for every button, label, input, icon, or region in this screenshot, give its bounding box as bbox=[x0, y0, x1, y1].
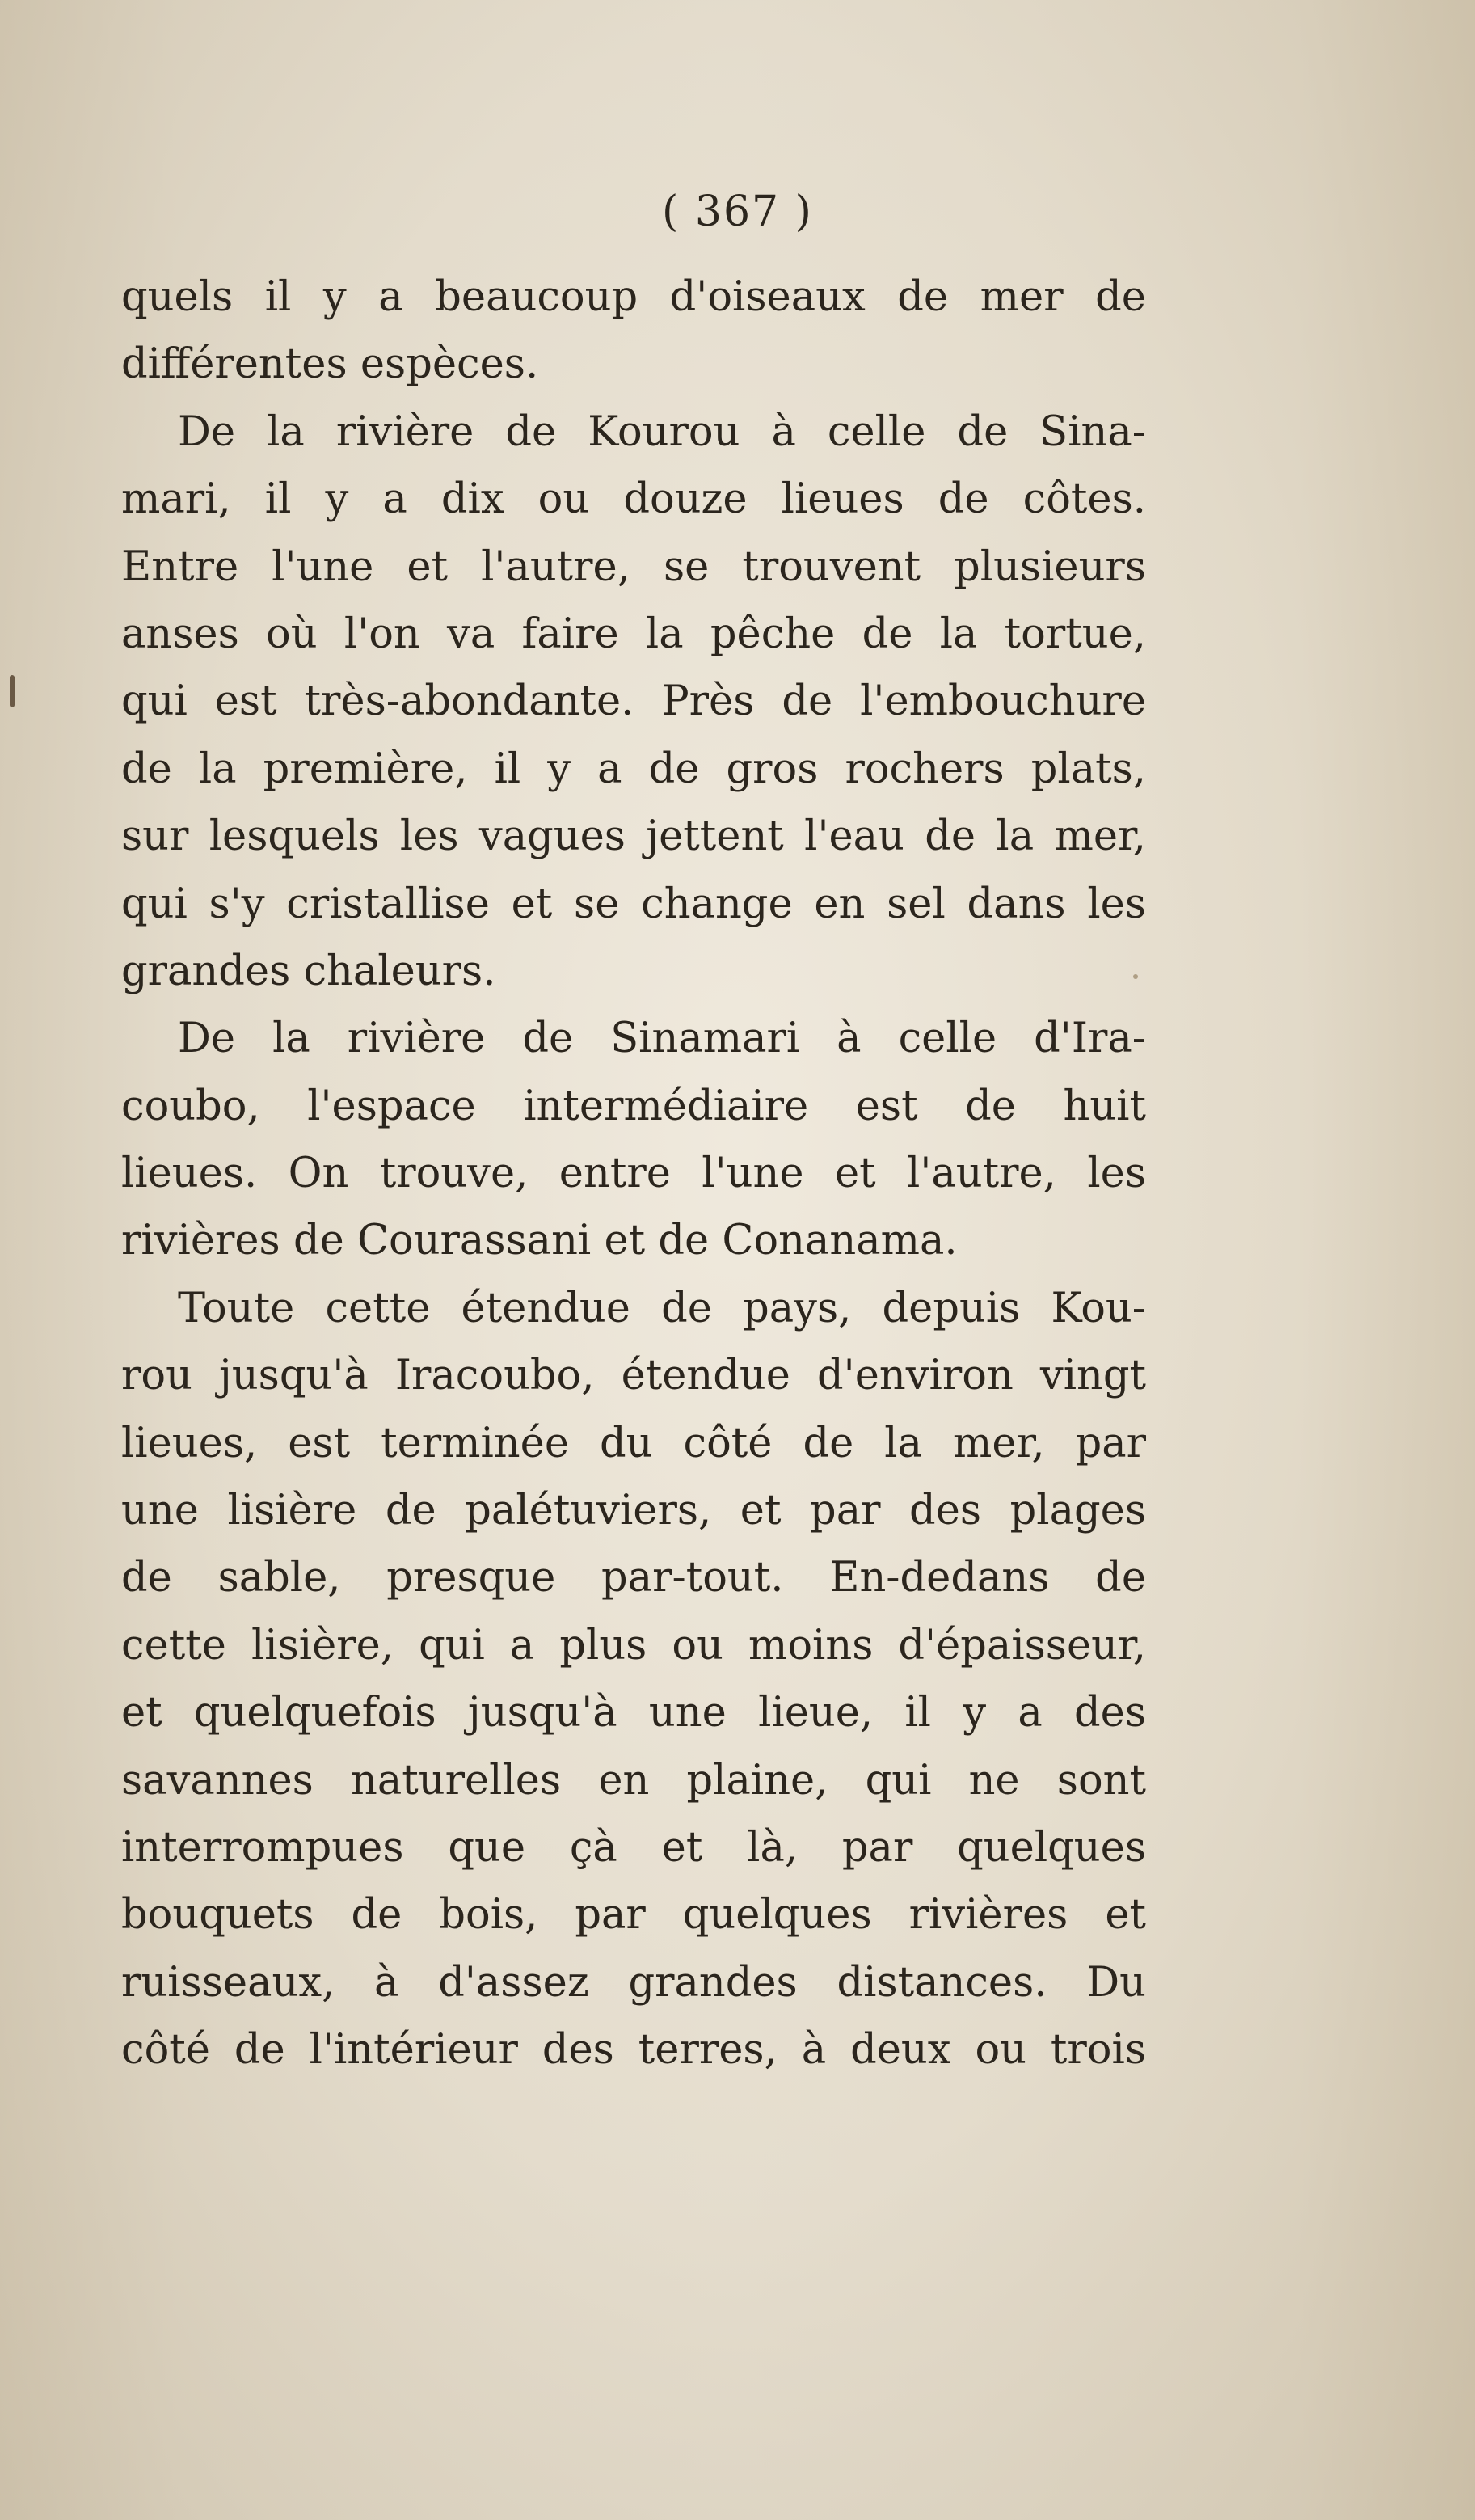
text-line: quels il y a beaucoup d'oiseaux de mer de bbox=[121, 273, 1146, 321]
text-line: de la première, il y a de gros rochers plats, bbox=[121, 745, 1146, 793]
text-line: Toute cette étendue de pays, depuis Kou- bbox=[178, 1284, 1146, 1332]
body-text bbox=[121, 264, 1146, 2084]
text-line: une lisière de palétuviers, et par des plages bbox=[121, 1487, 1146, 1535]
text-line: différentes espèces. bbox=[121, 340, 539, 389]
text-line: De la rivière de Kourou à celle de Sina- bbox=[178, 407, 1146, 456]
paper-blemish bbox=[1133, 974, 1138, 979]
text-line: coubo, l'espace intermédiaire est de huit bbox=[121, 1082, 1146, 1130]
text-line: côté de l'intérieur des terres, à deux ou trois bbox=[121, 2026, 1146, 2075]
text-line: sur lesquels les vagues jettent l'eau de la mer, bbox=[121, 813, 1146, 861]
text-line: ruisseaux, à d'assez grandes distances. Du bbox=[121, 1958, 1146, 2007]
text-line: savannes naturelles en plaine, qui ne sont bbox=[121, 1756, 1146, 1805]
text-line: et quelquefois jusqu'à une lieue, il y a des bbox=[121, 1689, 1146, 1737]
text-line: grandes chaleurs. bbox=[121, 947, 496, 995]
text-line: lieues. On trouve, entre l'une et l'autre, les bbox=[121, 1150, 1146, 1198]
text-line: rou jusqu'à Iracoubo, étendue d'environ vingt bbox=[121, 1352, 1146, 1400]
text-line: Entre l'une et l'autre, se trouvent plusieurs bbox=[121, 542, 1146, 591]
text-line: interrompues que çà et là, par quelques bbox=[121, 1823, 1146, 1872]
text-line: anses où l'on va faire la pêche de la tortue, bbox=[121, 610, 1146, 658]
text-line: qui s'y cristallise et se change en sel dans les bbox=[121, 880, 1146, 928]
text-line: qui est très-abondante. Près de l'embouchure bbox=[121, 677, 1146, 726]
text-line: bouquets de bois, par quelques rivières et bbox=[121, 1891, 1146, 1940]
text-line: cette lisière, qui a plus ou moins d'épaisseur, bbox=[121, 1621, 1146, 1669]
page-number: ( 367 ) bbox=[662, 188, 813, 236]
text-line: lieues, est terminée du côté de la mer, par bbox=[121, 1419, 1146, 1467]
paper-blemish bbox=[10, 675, 15, 707]
text-line: mari, il y a dix ou douze lieues de côtes. bbox=[121, 475, 1146, 524]
text-line: de sable, presque par-tout. En-dedans de bbox=[121, 1554, 1146, 1602]
text-line: rivières de Courassani et de Conanama. bbox=[121, 1217, 958, 1265]
text-line: De la rivière de Sinamari à celle d'Ira- bbox=[178, 1015, 1146, 1063]
